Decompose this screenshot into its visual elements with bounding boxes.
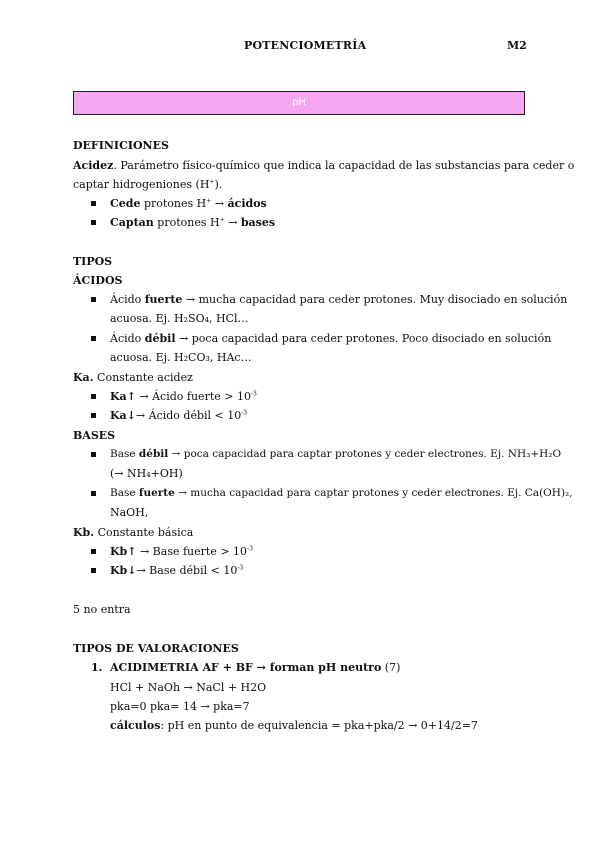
bases-heading: BASES (73, 429, 116, 442)
base-fuerte-line2: NaOH, (110, 506, 149, 519)
note-text: 5 no entra (73, 603, 131, 616)
bullet-icon (91, 491, 96, 496)
list-item-ka-down: Ka↓→ Ácido débil < $10^{-3}$ (110, 409, 248, 422)
list-item-base-fuerte: Base fuerte → mucha capacidad para captar protones y ceder electrones. Ej. Ca(OH)₂, (110, 487, 573, 499)
bullet-icon (91, 568, 96, 573)
reaction-line: HCl + NaOh → NaCl + H2O (110, 681, 267, 694)
ph-banner (73, 91, 525, 115)
list-item-captan: Captan protones H+ → bases (110, 216, 276, 229)
list-number: 1. (91, 661, 103, 674)
list-item-cede: Cede protones H+ → ácidos (110, 197, 267, 210)
definiciones-heading: DEFINICIONES (73, 139, 169, 152)
base-debil-line2: (→ NH₄+OH) (110, 467, 183, 480)
bullet-icon (91, 336, 96, 341)
ka-definition: Ka. Constante acidez (73, 371, 193, 384)
kb-definition: Kb. Constante básica (73, 526, 194, 539)
bullet-icon (91, 394, 96, 399)
list-item-acido-fuerte: Ácido fuerte → mucha capacidad para ceder protones. Muy disociado en solución (110, 293, 568, 306)
acido-debil-line2: acuosa. Ej. H₂CO₃, HAc… (110, 351, 252, 364)
calculos-line: cálculos: pH en punto de equivalencia = pka+pka/2 → 0+14/2=7 (110, 719, 478, 732)
list-item-ka-up: Ka↑ → Ácido fuerte > $10^{-3}$ (110, 390, 257, 403)
acidos-heading: ÁCIDOS (73, 274, 123, 287)
bullet-icon (91, 201, 96, 206)
list-item-acido-debil: Ácido débil → poca capacidad para ceder protones. Poco disociado en solución (110, 332, 552, 345)
tipos-heading: TIPOS (73, 255, 113, 268)
acidez-definition-line2: captar hidrogeniones (H+). (73, 178, 223, 191)
document-code: M2 (507, 39, 527, 52)
bullet-icon (91, 413, 96, 418)
acidimetria-title: ACIDIMETRIA AF + BF → forman pH neutro (7) (110, 661, 401, 674)
bullet-icon (91, 452, 96, 457)
list-item-kb-down: Kb↓→ Base débil < $10^{-3}$ (110, 564, 244, 577)
document-title: POTENCIOMETRÍA (244, 39, 367, 52)
bullet-icon (91, 549, 96, 554)
acidez-term: Acidez (73, 159, 114, 172)
pka-line: pka=0 pka= 14 → pka=7 (110, 700, 250, 713)
bullet-icon (91, 297, 96, 302)
list-item-base-debil: Base débil → poca capacidad para captar protones y ceder electrones. Ej. NH₃+H₂O (110, 448, 562, 460)
list-item-kb-up: Kb↑ → Base fuerte > $10^{-3}$ (110, 545, 253, 558)
bullet-icon (91, 220, 96, 225)
acido-fuerte-line2: acuosa. Ej. H₂SO₄, HCl… (110, 312, 249, 325)
valoraciones-heading: TIPOS DE VALORACIONES (73, 642, 239, 655)
acidez-definition-line1: Acidez. Parámetro físico-químico que indica la capacidad de las substancias para ceder o (73, 159, 575, 172)
ph-banner-label: pH (292, 97, 306, 108)
